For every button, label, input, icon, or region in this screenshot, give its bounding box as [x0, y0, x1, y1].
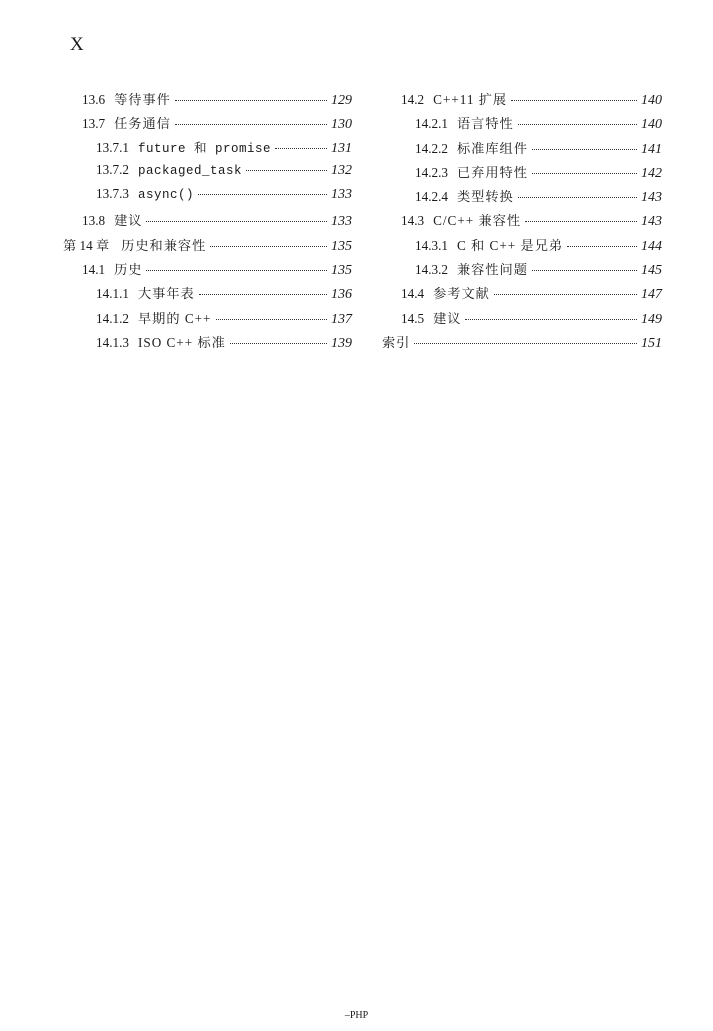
toc-dot-leader	[216, 319, 328, 320]
toc-entry-page: 137	[331, 311, 352, 327]
toc-entry-title: 任务通信	[114, 116, 171, 132]
toc-entry-title: 等待事件	[114, 92, 171, 107]
toc-entry-number: 14.1.3	[96, 334, 129, 350]
toc-entry[interactable]	[382, 113, 662, 137]
toc-entry[interactable]	[63, 186, 352, 210]
page-number: X	[70, 34, 85, 55]
toc-entry-page: 135	[331, 263, 352, 279]
toc-entry[interactable]	[63, 332, 352, 356]
toc-dot-leader	[246, 170, 327, 171]
toc-entry-number: 14.5	[401, 310, 425, 326]
toc-dot-leader	[146, 270, 327, 271]
toc-entry-title: C 和 C++ 是兄弟	[456, 237, 564, 253]
toc-entry-title: 类型转换	[456, 189, 514, 205]
toc-dot-leader	[210, 246, 327, 247]
toc-left-column	[63, 89, 352, 356]
toc-entry-title: 大事年表	[137, 286, 195, 302]
toc-entry[interactable]	[63, 259, 352, 283]
toc-entry-title: future 和 promise	[137, 141, 271, 156]
toc-entry[interactable]	[382, 308, 662, 332]
toc-entry[interactable]	[382, 186, 662, 210]
toc-entry-page: 133	[331, 187, 352, 203]
toc-entry-number: 14.3.1	[415, 237, 448, 253]
toc-entry-page: 136	[331, 287, 352, 303]
toc-entry[interactable]	[382, 332, 662, 356]
toc-entry[interactable]	[63, 138, 352, 162]
toc-entry-title: C/C++ 兼容性	[433, 213, 522, 229]
toc-dot-leader	[518, 197, 637, 198]
toc-dot-leader	[198, 194, 327, 195]
toc-entry-page: 132	[331, 162, 352, 178]
toc-dot-leader	[275, 148, 327, 149]
toc-entry-number: 13.8	[82, 213, 106, 229]
toc-entry-number: 14.1.1	[96, 286, 129, 302]
toc-entry-number: 14.2.2	[415, 140, 448, 156]
toc-dot-leader	[532, 270, 637, 271]
toc-entry[interactable]	[63, 308, 352, 332]
toc-entry-page: 129	[331, 93, 352, 108]
toc-dot-leader	[230, 343, 327, 344]
toc-entry-page: 140	[641, 117, 662, 133]
toc-entry-page: 141	[641, 141, 662, 157]
toc-entry[interactable]	[63, 235, 352, 259]
toc-entry-number: 13.7.1	[96, 139, 129, 155]
toc-entry-page: 140	[641, 93, 662, 108]
toc-entry-page: 130	[331, 117, 352, 133]
toc-entry-number: 13.6	[82, 92, 106, 107]
page-footer: –PHP	[344, 1010, 369, 1021]
toc-entry-page: 143	[641, 190, 662, 206]
toc-entry-title: ISO C++ 标准	[137, 334, 226, 350]
toc-entry-title: packaged_task	[137, 163, 242, 178]
toc-entry-title: 建议	[114, 213, 143, 229]
toc-entry-title: 语言特性	[456, 116, 514, 132]
toc-entry-number: 14.2.3	[415, 164, 448, 180]
toc-entry-page: 135	[331, 238, 352, 254]
toc-entry-page: 133	[331, 214, 352, 230]
toc-dot-leader	[525, 221, 637, 222]
toc-entry-title: 历史和兼容性	[121, 237, 207, 253]
toc-entry-page: 149	[641, 311, 662, 327]
toc-entry-number: 14.4	[401, 286, 425, 302]
toc-entry-number: 13.7	[82, 116, 106, 132]
toc-entry-title: 兼容性问题	[456, 262, 528, 278]
toc-entry-number: 14.2.1	[415, 116, 448, 132]
toc-entry-title: 参考文献	[433, 286, 490, 302]
toc-dot-leader	[494, 294, 637, 295]
toc-entry-title: 已弃用特性	[456, 164, 528, 180]
toc-entry[interactable]	[382, 235, 662, 259]
toc-entry-page: 139	[331, 335, 352, 351]
toc-dot-leader	[146, 221, 327, 222]
toc-entry-title: 索引	[382, 334, 411, 350]
toc-entry-number: 14.3.2	[415, 262, 448, 278]
toc-entry-number: 14.1	[82, 262, 106, 278]
toc-entry[interactable]	[63, 283, 352, 307]
toc-dot-leader	[511, 100, 637, 101]
toc-entry-title: 标准库组件	[456, 140, 528, 156]
toc-entry-title: 早期的 C++	[137, 310, 212, 326]
toc-entry[interactable]	[63, 113, 352, 137]
toc-dot-leader	[199, 294, 327, 295]
toc-entry-page: 145	[641, 263, 662, 279]
toc-entry-title: 建议	[433, 310, 462, 326]
toc-entry-number: 14.2	[401, 92, 425, 107]
toc-entry-page: 131	[331, 140, 352, 156]
toc-entry[interactable]	[382, 210, 662, 234]
toc-entry[interactable]	[382, 283, 662, 307]
toc-entry-page: 151	[641, 335, 662, 351]
toc-dot-leader	[175, 100, 327, 101]
toc-dot-leader	[465, 319, 637, 320]
toc-dot-leader	[175, 124, 327, 125]
toc-entry-page: 147	[641, 287, 662, 303]
toc-entry-number: 13.7.3	[96, 186, 129, 202]
toc-entry[interactable]	[382, 138, 662, 162]
toc-entry-page: 144	[641, 238, 662, 254]
toc-entry[interactable]	[382, 162, 662, 186]
toc-entry[interactable]	[63, 210, 352, 234]
toc-dot-leader	[414, 343, 637, 344]
toc-entry-number: 第 14 章	[63, 237, 110, 253]
toc-entry-page: 143	[641, 214, 662, 230]
toc-entry-title: C++11 扩展	[433, 92, 508, 107]
toc-dot-leader	[567, 246, 637, 247]
toc-entry-number: 13.7.2	[96, 161, 129, 177]
toc-entry-page: 142	[641, 165, 662, 181]
toc-dot-leader	[532, 149, 637, 150]
toc-entry[interactable]	[63, 162, 352, 186]
toc-entry[interactable]	[63, 89, 352, 113]
toc-entry-title: async()	[137, 188, 194, 203]
toc-entry[interactable]	[382, 259, 662, 283]
toc-dot-leader	[518, 124, 637, 125]
toc-right-column	[382, 89, 662, 356]
toc-entry-number: 14.2.4	[415, 189, 448, 205]
toc-entry-title: 历史	[114, 262, 143, 278]
toc-entry[interactable]	[382, 89, 662, 113]
toc-entry-number: 14.3	[401, 213, 425, 229]
toc-entry-number: 14.1.2	[96, 310, 129, 326]
toc-dot-leader	[532, 173, 637, 174]
